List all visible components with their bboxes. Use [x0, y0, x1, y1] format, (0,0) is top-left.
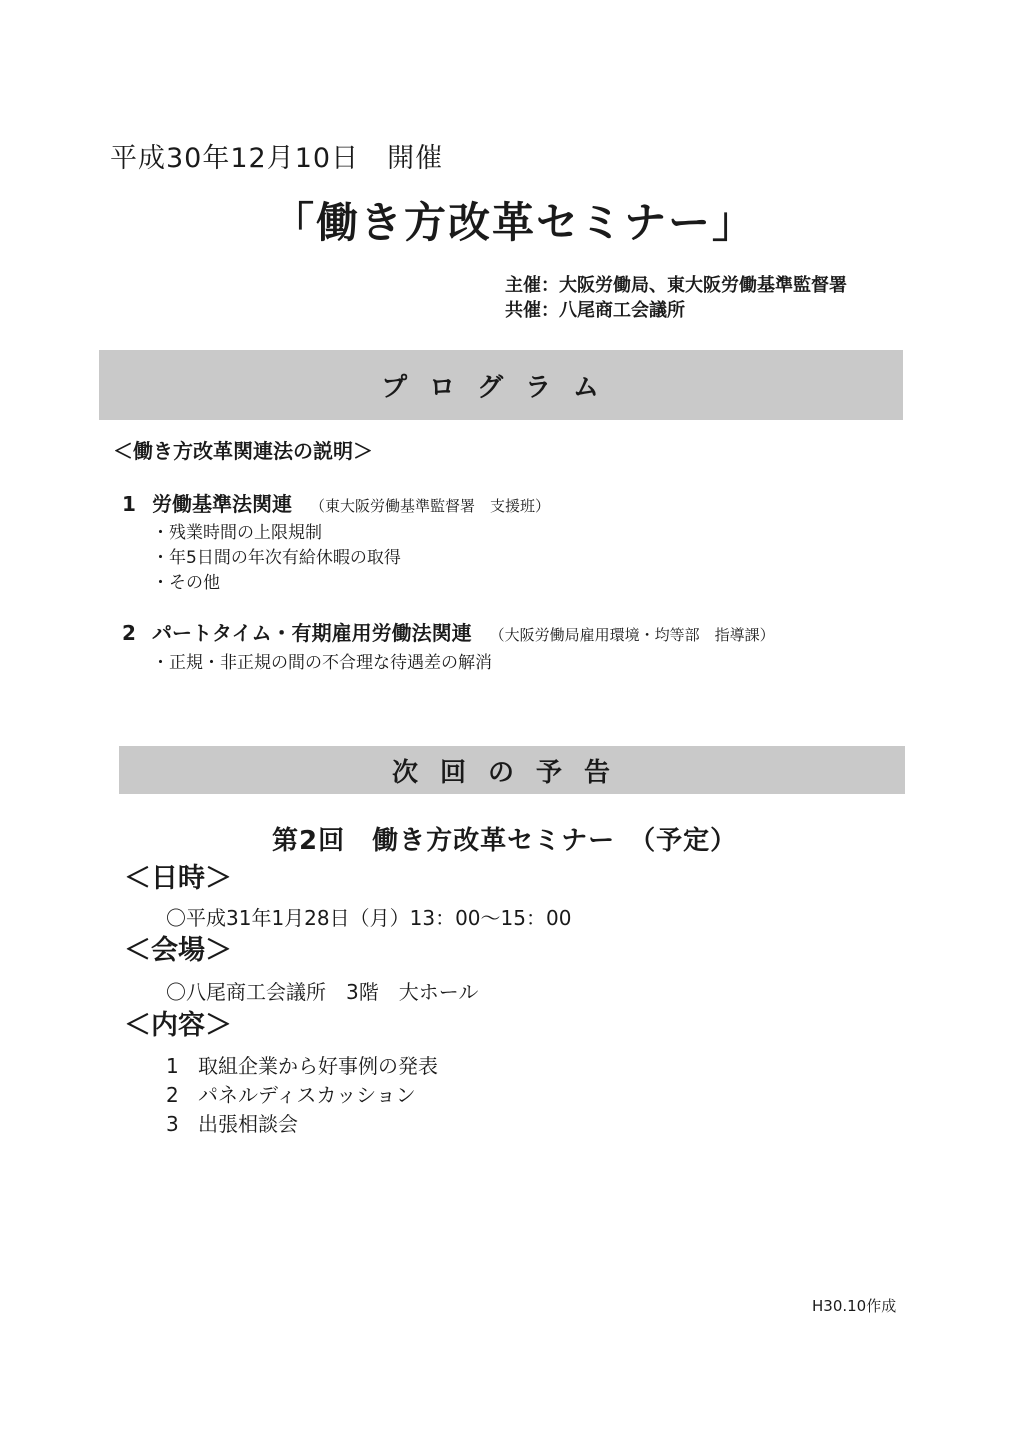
content-item-text: パネルディスカッション — [198, 1083, 416, 1107]
program-band — [99, 350, 903, 420]
content-item-text: 出張相談会 — [198, 1112, 298, 1136]
next-band-label: 次回の予告 — [391, 757, 632, 788]
program-item-title: 労働基準法関連 — [152, 492, 292, 516]
organizer: 主催：大阪労働局、東大阪労働基準監督署 — [505, 275, 847, 296]
datetime-value: 〇平成31年1月28日（月）13：00～15：00 — [166, 906, 572, 930]
content-item-number: 2 — [166, 1083, 179, 1107]
program-bullet: ・その他 — [152, 573, 220, 593]
created-date: H30.10作成 — [812, 1297, 897, 1315]
event-date: 平成30年12月10日 開催 — [110, 143, 444, 174]
program-bullet: ・残業時間の上限規制 — [152, 523, 322, 543]
program-item-presenter: （大阪労働局雇用環境・均等部 指導課） — [489, 626, 775, 644]
program-item-number: 1 — [122, 492, 136, 516]
program-item-number: 2 — [122, 621, 136, 645]
co-organizer: 共催：八尾商工会議所 — [505, 300, 685, 321]
program-subheading: ＜働き方改革関連法の説明＞ — [113, 439, 373, 463]
program-item — [122, 488, 550, 517]
venue-heading: ＜会場＞ — [124, 935, 232, 966]
program-item-title: パートタイム・有期雇用労働法関連 — [152, 621, 472, 645]
content-item — [166, 1050, 438, 1079]
venue-value: 〇八尾商工会議所 3階 大ホール — [166, 980, 479, 1004]
program-item — [122, 617, 775, 646]
content-item-number: 1 — [166, 1054, 179, 1078]
content-item — [166, 1108, 298, 1137]
program-bullet: ・正規・非正規の間の不合理な待遇差の解消 — [152, 653, 492, 673]
program-item-presenter: （東大阪労働基準監督署 支援班） — [310, 497, 551, 515]
content-item-text: 取組企業から好事例の発表 — [198, 1054, 438, 1078]
next-band — [119, 746, 905, 794]
content-heading: ＜内容＞ — [124, 1010, 232, 1041]
content-item-number: 3 — [166, 1112, 179, 1136]
program-bullet: ・年5日間の年次有給休暇の取得 — [152, 548, 401, 568]
next-seminar-title: 第2回 働き方改革セミナー （予定） — [272, 826, 738, 856]
program-band-label: プログラム — [381, 372, 621, 403]
datetime-heading: ＜日時＞ — [124, 863, 232, 894]
page-title: 「働き方改革セミナー」 — [272, 198, 757, 247]
content-item — [166, 1079, 416, 1108]
